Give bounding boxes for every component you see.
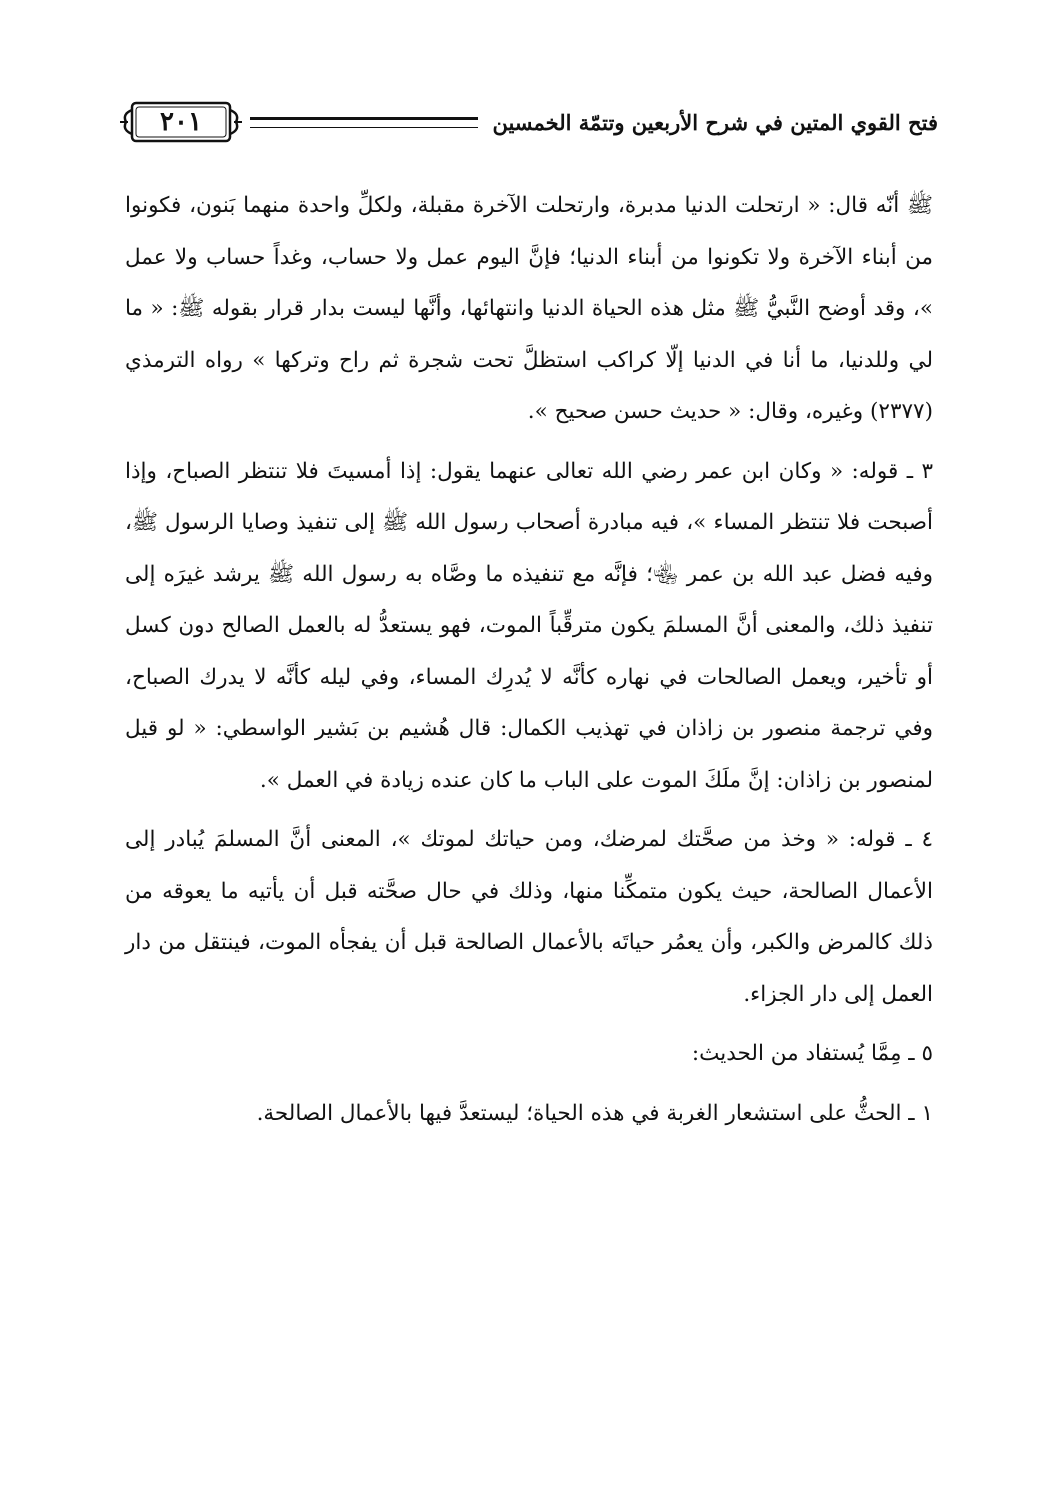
page-number: ٢٠١ <box>160 107 202 137</box>
page-number-frame <box>118 100 244 144</box>
paragraph-point-4: ٤ ـ قوله: « وخذ من صحَّتك لمرضك، ومن حياتك لموتك »، المعنى أنَّ المسلمَ يُبادر إلى الأعمال الصالحة، حيث يكون متمكِّنا منها، وذلك في حال صحَّته قبل أن يأتيه ما يعوقه من ذلك كالمرض والكبر، وأن يعمُر حياتَه بالأعمال الصالحة قبل أن يفجأه الموت، فينتقل من دار العمل إلى دار الجزاء. <box>125 827 933 1007</box>
book-title: فتح القوي المتين في شرح الأربعين وتتمّة الخمسين <box>492 109 938 135</box>
header-rule <box>250 117 478 128</box>
paragraph-benefit-1: ١ ـ الحثُّ على استشعار الغربة في هذه الحياة؛ ليستعدَّ فيها بالأعمال الصالحة. <box>256 1100 933 1126</box>
paragraph-point-5-heading: ٥ ـ مِمَّا يُستفاد من الحديث: <box>691 1041 933 1066</box>
paragraph-point-3: ٣ ـ قوله: « وكان ابن عمر رضي الله تعالى عنهما يقول: إذا أمسيتَ فلا تنتظر الصباح، وإذا أصبحت فلا تنتظر المساء »، فيه مبادرة أصحاب رسول الله ﷺ إلى تنفيذ وصايا الرسول ﷺ، وفيه فضل عبد الله بن عمر ﵄؛ فإنَّه مع تنفيذه ما وصَّاه به رسول الله ﷺ يرشد غيرَه إلى تنفيذ ذلك، والمعنى أنَّ المسلمَ يكون مترقِّباً الموت، فهو يستعدُّ له بالعمل الصالح دون كسل أو تأخير، ويعمل الصالحات في نهاره كأنَّه لا يُدرِك المساء، وفي ليله كأنَّه لا يدرك الصباح، وفي ترجمة منصور بن زاذان في تهذيب الكمال: قال هُشيم بن بَشير الواسطي: « لو قيل لمنصور بن زاذان: إنَّ ملَكَ الموت على الباب ما كان عنده زيادة في العمل ». <box>125 458 933 793</box>
page-body <box>125 180 933 1147</box>
running-header <box>118 96 938 148</box>
paragraph-hadith-continuation: ﷺ أنّه قال: « ارتحلت الدنيا مدبرة، وارتحلت الآخرة مقبلة، ولكلِّ واحدة منهما بَنون، فكونوا من أبناء الآخرة ولا تكونوا من أبناء الدنيا؛ فإنَّ اليوم عمل ولا حساب، وغداً حساب ولا عمل »، وقد أوضح النَّبيُّ ﷺ مثل هذه الحياة الدنيا وانتهائها، وأنَّها ليست بدار قرار بقوله ﷺ: « ما لي وللدنيا، ما أنا في الدنيا إلّا كراكب استظلَّ تحت شجرة ثم راح وتركها » رواه الترمذي (٢٣٧٧) وغيره، وقال: « حديث حسن صحيح ». <box>125 193 933 424</box>
